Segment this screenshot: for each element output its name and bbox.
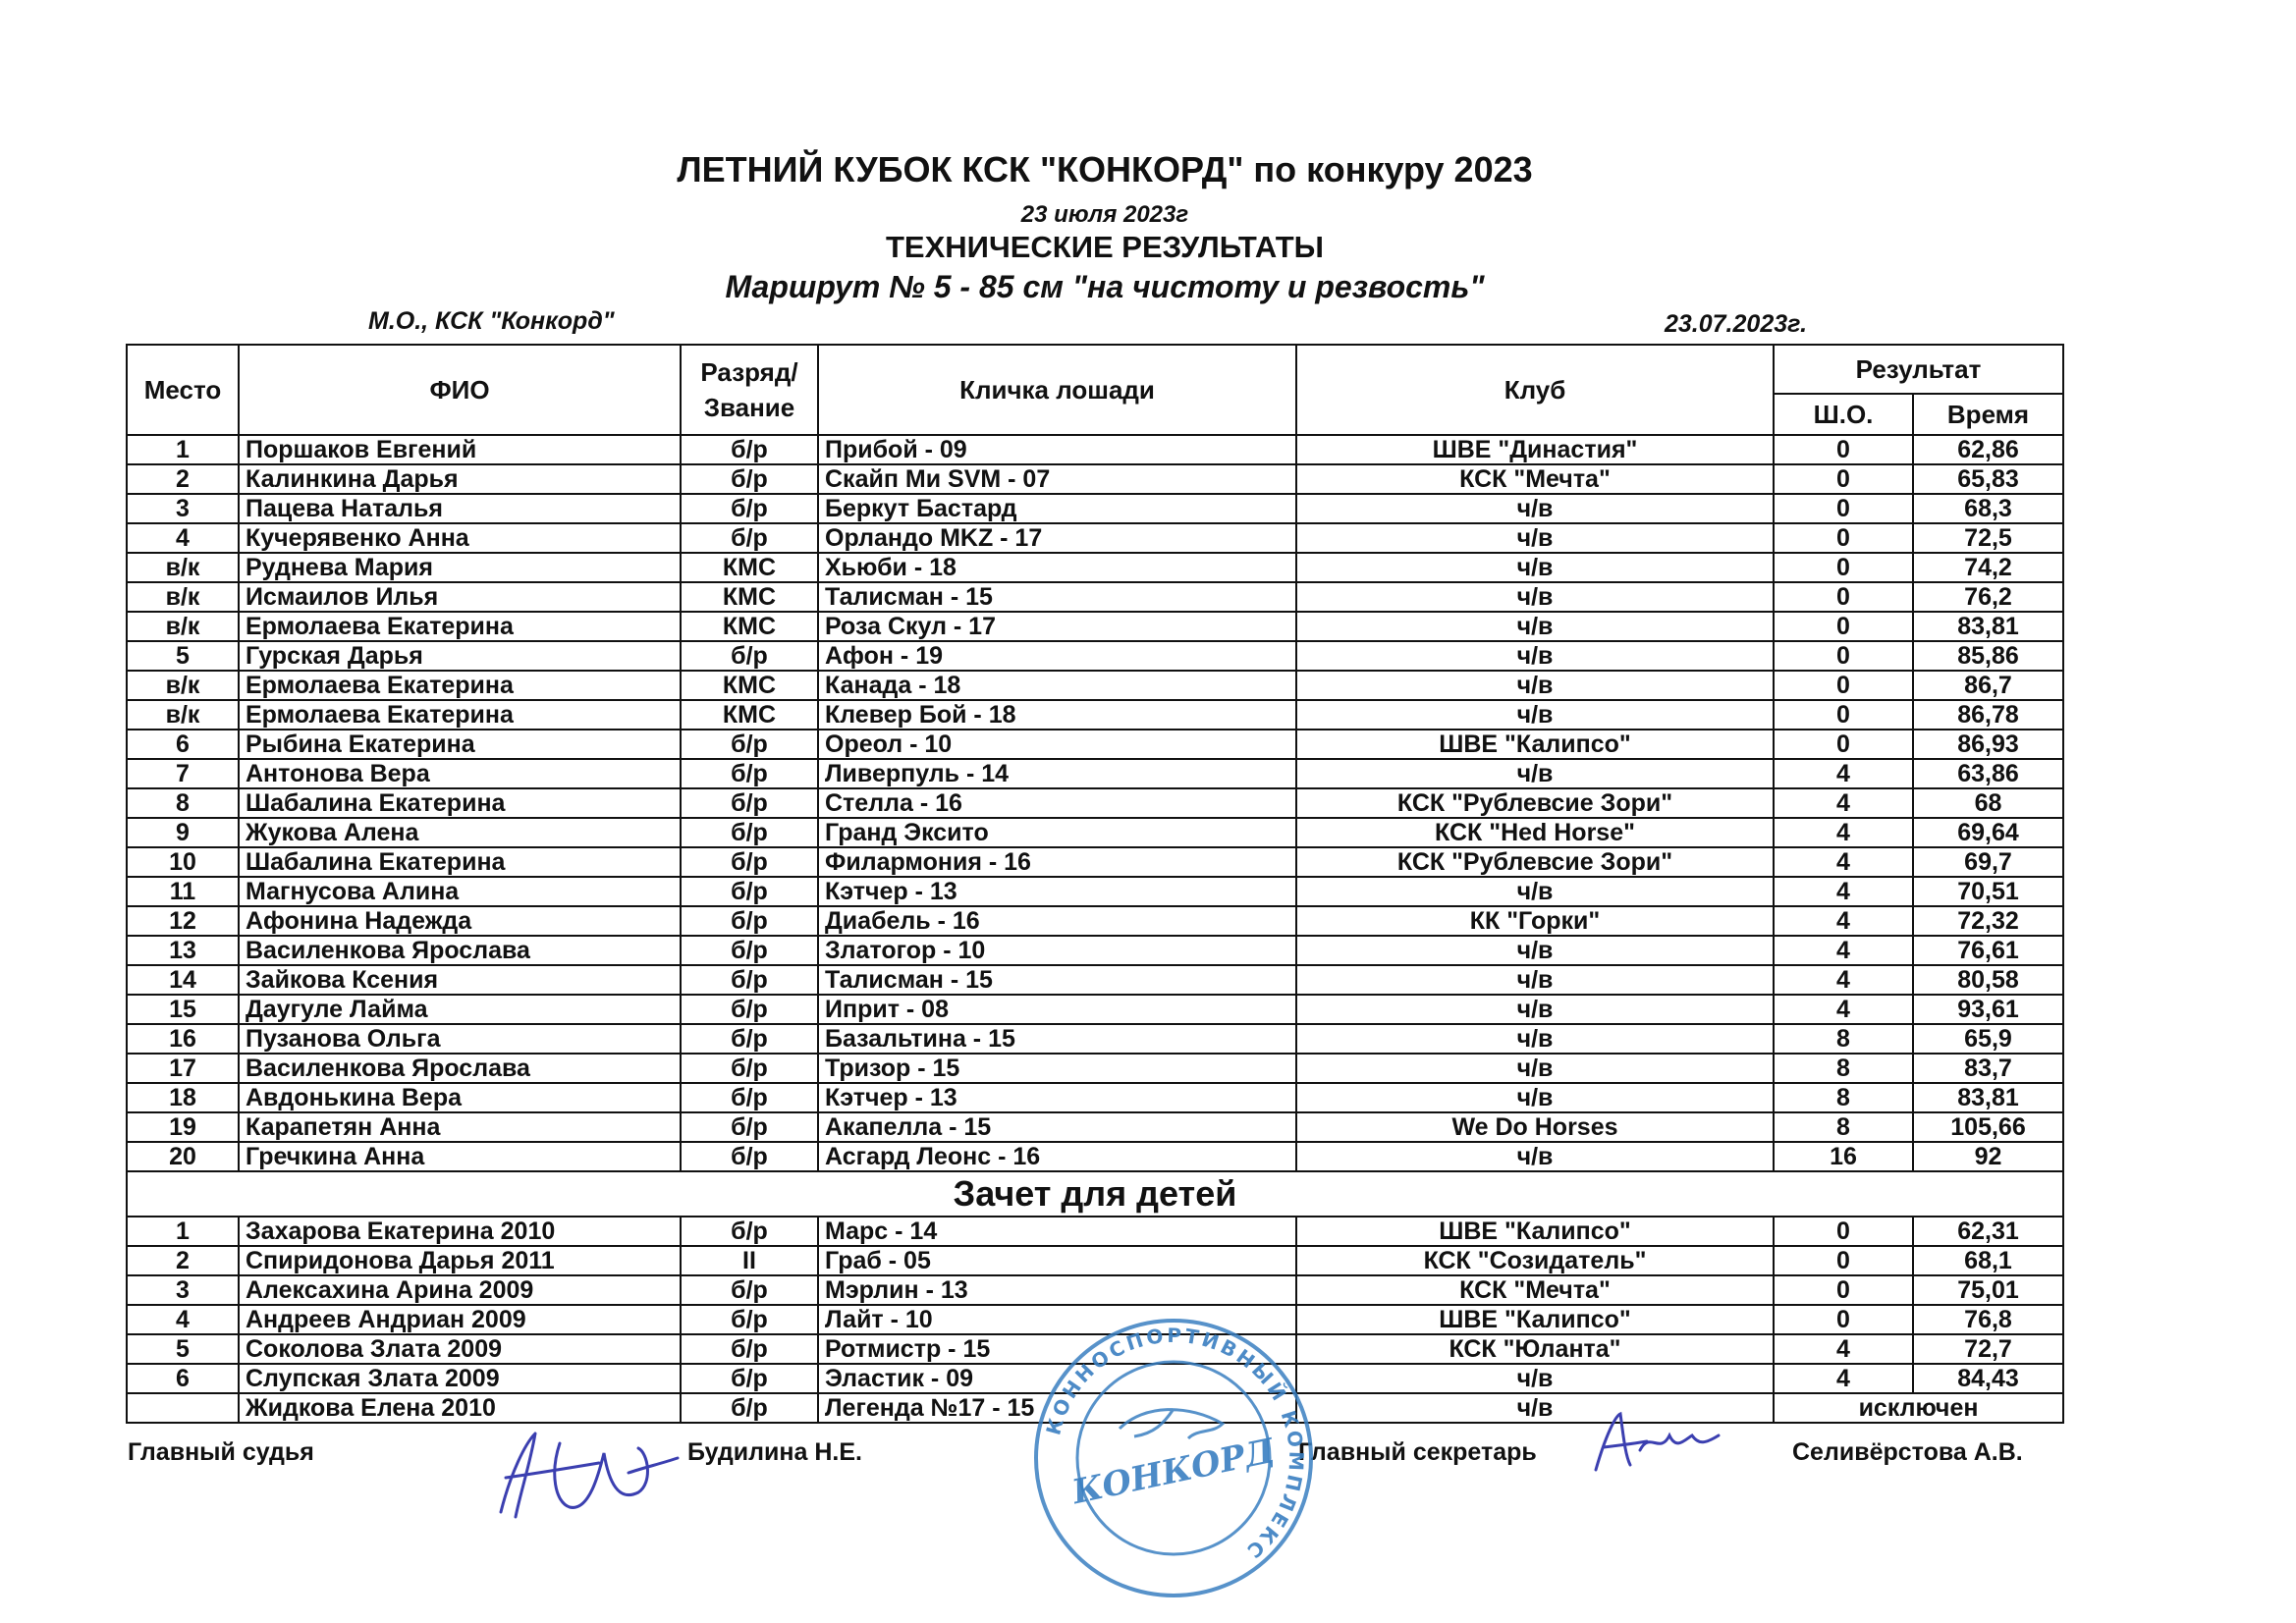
cell-place: 12 — [127, 906, 239, 936]
cell-club: ч/в — [1296, 553, 1774, 582]
secretary-signature — [1586, 1406, 1723, 1485]
cell-faults: 4 — [1774, 1364, 1913, 1393]
cell-faults: 0 — [1774, 523, 1913, 553]
cell-name: Кучерявенко Анна — [239, 523, 681, 553]
cell-time: 105,66 — [1913, 1112, 2063, 1142]
table-row — [127, 1083, 2063, 1112]
cell-time: 75,01 — [1913, 1275, 2063, 1305]
table-row — [127, 700, 2063, 730]
cell-rank: б/р — [681, 877, 818, 906]
cell-club: ч/в — [1296, 1024, 1774, 1054]
cell-place: 13 — [127, 936, 239, 965]
cell-horse: Кэтчер - 13 — [818, 1083, 1296, 1112]
cell-time: 83,7 — [1913, 1054, 2063, 1083]
table-row — [127, 553, 2063, 582]
cell-horse: Златогор - 10 — [818, 936, 1296, 965]
cell-faults: 0 — [1774, 641, 1913, 671]
cell-time: 72,32 — [1913, 906, 2063, 936]
cell-rank: б/р — [681, 435, 818, 464]
cell-name: Рыбина Екатерина — [239, 730, 681, 759]
table-row — [127, 936, 2063, 965]
table-row — [127, 906, 2063, 936]
cell-name: Афонина Надежда — [239, 906, 681, 936]
cell-time: 80,58 — [1913, 965, 2063, 995]
column-header-place: Место — [127, 345, 239, 435]
cell-horse: Граб - 05 — [818, 1246, 1296, 1275]
cell-time: 72,7 — [1913, 1334, 2063, 1364]
cell-faults: 0 — [1774, 1246, 1913, 1275]
cell-club: ч/в — [1296, 1364, 1774, 1393]
cell-club: ч/в — [1296, 1142, 1774, 1171]
cell-place: 8 — [127, 788, 239, 818]
cell-name: Исмаилов Илья — [239, 582, 681, 612]
cell-time: 69,64 — [1913, 818, 2063, 847]
table-row — [127, 464, 2063, 494]
cell-club: ч/в — [1296, 494, 1774, 523]
table-row — [127, 435, 2063, 464]
cell-name: Василенкова Ярослава — [239, 936, 681, 965]
cell-time: 62,31 — [1913, 1217, 2063, 1246]
cell-name: Даугуле Лайма — [239, 995, 681, 1024]
cell-name: Зайкова Ксения — [239, 965, 681, 995]
cell-rank: КМС — [681, 700, 818, 730]
cell-horse: Легенда №17 - 15 — [818, 1393, 1296, 1423]
cell-place: 7 — [127, 759, 239, 788]
cell-place: 5 — [127, 1334, 239, 1364]
cell-club: ч/в — [1296, 523, 1774, 553]
cell-time: 86,93 — [1913, 730, 2063, 759]
cell-place: 3 — [127, 1275, 239, 1305]
cell-place: 1 — [127, 1217, 239, 1246]
document-subtitle: ТЕХНИЧЕСКИЕ РЕЗУЛЬТАТЫ — [885, 230, 1324, 264]
cell-name: Шабалина Екатерина — [239, 847, 681, 877]
cell-rank: б/р — [681, 523, 818, 553]
kids-section-title: Зачет для детей — [127, 1171, 2063, 1217]
cell-name: Слупская Злата 2009 — [239, 1364, 681, 1393]
cell-place: в/к — [127, 582, 239, 612]
cell-name: Гречкина Анна — [239, 1142, 681, 1171]
cell-place: 18 — [127, 1083, 239, 1112]
cell-time: 74,2 — [1913, 553, 2063, 582]
cell-rank: б/р — [681, 1142, 818, 1171]
cell-faults: 16 — [1774, 1142, 1913, 1171]
cell-time: 76,61 — [1913, 936, 2063, 965]
cell-name: Жидкова Елена 2010 — [239, 1393, 681, 1423]
cell-rank: б/р — [681, 1217, 818, 1246]
cell-place: 5 — [127, 641, 239, 671]
cell-name: Захарова Екатерина 2010 — [239, 1217, 681, 1246]
cell-faults: 4 — [1774, 995, 1913, 1024]
cell-horse: Кэтчер - 13 — [818, 877, 1296, 906]
cell-club: ч/в — [1296, 995, 1774, 1024]
table-row — [127, 641, 2063, 671]
cell-rank: КМС — [681, 612, 818, 641]
cell-rank: КМС — [681, 553, 818, 582]
cell-time: 85,86 — [1913, 641, 2063, 671]
cell-name: Пацева Наталья — [239, 494, 681, 523]
cell-place: 6 — [127, 730, 239, 759]
cell-rank: б/р — [681, 995, 818, 1024]
cell-faults: 4 — [1774, 906, 1913, 936]
cell-rank: б/р — [681, 1393, 818, 1423]
cell-name: Ермолаева Екатерина — [239, 671, 681, 700]
cell-club: КСК "Рублевсие Зори" — [1296, 788, 1774, 818]
cell-place: 14 — [127, 965, 239, 995]
cell-faults: 0 — [1774, 1305, 1913, 1334]
cell-place: 4 — [127, 1305, 239, 1334]
cell-club: ч/в — [1296, 965, 1774, 995]
cell-rank: б/р — [681, 936, 818, 965]
cell-name: Шабалина Екатерина — [239, 788, 681, 818]
table-row — [127, 1112, 2063, 1142]
cell-name: Антонова Вера — [239, 759, 681, 788]
cell-club: КСК "Мечта" — [1296, 1275, 1774, 1305]
cell-rank: б/р — [681, 1334, 818, 1364]
club-stamp — [1026, 1311, 1321, 1605]
judge-name: Будилина Н.Е. — [687, 1438, 862, 1466]
cell-faults: 4 — [1774, 1334, 1913, 1364]
cell-horse: Мэрлин - 13 — [818, 1275, 1296, 1305]
cell-place: 11 — [127, 877, 239, 906]
cell-place: 20 — [127, 1142, 239, 1171]
cell-horse: Ротмистр - 15 — [818, 1334, 1296, 1364]
cell-club: КСК "Мечта" — [1296, 464, 1774, 494]
table-row — [127, 1246, 2063, 1275]
cell-horse: Иприт - 08 — [818, 995, 1296, 1024]
cell-time: 76,8 — [1913, 1305, 2063, 1334]
cell-rank: КМС — [681, 582, 818, 612]
cell-time: 65,83 — [1913, 464, 2063, 494]
cell-club: ч/в — [1296, 582, 1774, 612]
column-header-club: Клуб — [1296, 345, 1774, 435]
cell-name: Авдонькина Вера — [239, 1083, 681, 1112]
cell-horse: Лайт - 10 — [818, 1305, 1296, 1334]
table-row — [127, 1275, 2063, 1305]
cell-club: We Do Horses — [1296, 1112, 1774, 1142]
cell-horse: Гранд Эксито — [818, 818, 1296, 847]
cell-club: ч/в — [1296, 936, 1774, 965]
cell-place: 10 — [127, 847, 239, 877]
cell-rank: б/р — [681, 818, 818, 847]
cell-horse: Клевер Бой - 18 — [818, 700, 1296, 730]
cell-rank: б/р — [681, 494, 818, 523]
cell-faults: 0 — [1774, 464, 1913, 494]
cell-faults: 4 — [1774, 788, 1913, 818]
cell-place: 2 — [127, 464, 239, 494]
cell-rank: б/р — [681, 847, 818, 877]
table-row — [127, 818, 2063, 847]
cell-club: ч/в — [1296, 1083, 1774, 1112]
cell-place: 17 — [127, 1054, 239, 1083]
cell-name: Василенкова Ярослава — [239, 1054, 681, 1083]
cell-faults: 8 — [1774, 1024, 1913, 1054]
cell-rank: б/р — [681, 641, 818, 671]
cell-place: 1 — [127, 435, 239, 464]
table-row — [127, 494, 2063, 523]
cell-rank: б/р — [681, 1112, 818, 1142]
column-header-name: ФИО — [239, 345, 681, 435]
cell-rank: КМС — [681, 671, 818, 700]
cell-rank: б/р — [681, 1083, 818, 1112]
cell-rank: б/р — [681, 759, 818, 788]
cell-faults: 0 — [1774, 582, 1913, 612]
kids-section — [127, 1171, 2063, 1217]
cell-place: 6 — [127, 1364, 239, 1393]
cell-horse: Талисман - 15 — [818, 582, 1296, 612]
cell-name: Карапетян Анна — [239, 1112, 681, 1142]
event-date: 23 июля 2023г — [1020, 201, 1189, 228]
cell-time: 70,51 — [1913, 877, 2063, 906]
cell-club: ч/в — [1296, 1393, 1774, 1423]
table-row — [127, 1054, 2063, 1083]
table-row — [127, 671, 2063, 700]
cell-rank: б/р — [681, 1275, 818, 1305]
cell-result-status: исключен — [1774, 1393, 2063, 1423]
cell-horse: Талисман - 15 — [818, 965, 1296, 995]
cell-time: 76,2 — [1913, 582, 2063, 612]
cell-horse: Акапелла - 15 — [818, 1112, 1296, 1142]
cell-place: в/к — [127, 553, 239, 582]
table-row — [127, 877, 2063, 906]
cell-name: Руднева Мария — [239, 553, 681, 582]
cell-name: Андреев Андриан 2009 — [239, 1305, 681, 1334]
cell-rank: б/р — [681, 1364, 818, 1393]
table-row — [127, 995, 2063, 1024]
cell-horse: Ореол - 10 — [818, 730, 1296, 759]
cell-time: 68,3 — [1913, 494, 2063, 523]
table-row — [127, 582, 2063, 612]
cell-club: ч/в — [1296, 700, 1774, 730]
column-header-time: Время — [1913, 394, 2063, 435]
table-row — [127, 788, 2063, 818]
document-date: 23.07.2023г. — [1665, 310, 1808, 338]
cell-faults: 4 — [1774, 936, 1913, 965]
cell-time: 63,86 — [1913, 759, 2063, 788]
cell-place: 3 — [127, 494, 239, 523]
cell-place: 2 — [127, 1246, 239, 1275]
cell-name: Пузанова Ольга — [239, 1024, 681, 1054]
cell-horse: Ливерпуль - 14 — [818, 759, 1296, 788]
cell-horse: Марс - 14 — [818, 1217, 1296, 1246]
main-results-body — [127, 435, 2063, 1171]
cell-place: 16 — [127, 1024, 239, 1054]
cell-time: 68 — [1913, 788, 2063, 818]
cell-horse: Базальтина - 15 — [818, 1024, 1296, 1054]
cell-club: ШВЕ "Калипсо" — [1296, 1217, 1774, 1246]
cell-rank: б/р — [681, 788, 818, 818]
cell-name: Соколова Злата 2009 — [239, 1334, 681, 1364]
cell-faults: 4 — [1774, 965, 1913, 995]
cell-club: КСК "Hed Horse" — [1296, 818, 1774, 847]
document-title: ЛЕТНИЙ КУБОК КСК "КОНКОРД" по конкуру 2023 — [677, 149, 1533, 189]
cell-club: ч/в — [1296, 612, 1774, 641]
cell-club: ч/в — [1296, 759, 1774, 788]
cell-rank: б/р — [681, 730, 818, 759]
cell-faults: 0 — [1774, 435, 1913, 464]
cell-faults: 0 — [1774, 700, 1913, 730]
table-row — [127, 759, 2063, 788]
cell-horse: Асгард Леонс - 16 — [818, 1142, 1296, 1171]
cell-rank: б/р — [681, 965, 818, 995]
cell-horse: Хьюби - 18 — [818, 553, 1296, 582]
table-row — [127, 612, 2063, 641]
cell-place: в/к — [127, 671, 239, 700]
venue-location: М.О., КСК "Конкорд" — [368, 307, 615, 335]
stamp-outer-text: КОННОСПОРТИВНЫЙ КОМПЛЕКС — [1041, 1323, 1309, 1565]
column-header-faults: Ш.О. — [1774, 394, 1913, 435]
cell-time: 65,9 — [1913, 1024, 2063, 1054]
cell-club: ШВЕ "Калипсо" — [1296, 1305, 1774, 1334]
cell-faults: 0 — [1774, 612, 1913, 641]
column-header-horse: Кличка лошади — [818, 345, 1296, 435]
cell-club: ШВЕ "Калипсо" — [1296, 730, 1774, 759]
cell-club: ч/в — [1296, 641, 1774, 671]
cell-faults: 8 — [1774, 1112, 1913, 1142]
cell-faults: 0 — [1774, 671, 1913, 700]
judge-signature — [481, 1414, 687, 1532]
cell-rank: б/р — [681, 1305, 818, 1334]
cell-faults: 0 — [1774, 1217, 1913, 1246]
cell-name: Ермолаева Екатерина — [239, 700, 681, 730]
cell-name: Гурская Дарья — [239, 641, 681, 671]
cell-place — [127, 1393, 239, 1423]
cell-place: 4 — [127, 523, 239, 553]
secretary-label: Главный секретарь — [1298, 1438, 1537, 1466]
cell-horse: Стелла - 16 — [818, 788, 1296, 818]
cell-rank: б/р — [681, 464, 818, 494]
cell-name: Жукова Алена — [239, 818, 681, 847]
cell-place: 15 — [127, 995, 239, 1024]
cell-time: 83,81 — [1913, 612, 2063, 641]
cell-name: Калинкина Дарья — [239, 464, 681, 494]
cell-faults: 4 — [1774, 818, 1913, 847]
cell-time: 86,78 — [1913, 700, 2063, 730]
cell-time: 84,43 — [1913, 1364, 2063, 1393]
cell-faults: 4 — [1774, 877, 1913, 906]
cell-horse: Орландо MKZ - 17 — [818, 523, 1296, 553]
column-header-result: Результат — [1774, 345, 2063, 394]
cell-horse: Беркут Бастард — [818, 494, 1296, 523]
cell-faults: 8 — [1774, 1054, 1913, 1083]
cell-horse: Филармония - 16 — [818, 847, 1296, 877]
table-row — [127, 1217, 2063, 1246]
cell-club: КСК "Юланта" — [1296, 1334, 1774, 1364]
table-row — [127, 1024, 2063, 1054]
cell-horse: Скайп Ми SVM - 07 — [818, 464, 1296, 494]
cell-time: 69,7 — [1913, 847, 2063, 877]
cell-name: Магнусова Алина — [239, 877, 681, 906]
cell-time: 72,5 — [1913, 523, 2063, 553]
cell-rank: б/р — [681, 1054, 818, 1083]
cell-faults: 0 — [1774, 1275, 1913, 1305]
cell-name: Алексахина Арина 2009 — [239, 1275, 681, 1305]
cell-club: КСК "Рублевсие Зори" — [1296, 847, 1774, 877]
cell-time: 68,1 — [1913, 1246, 2063, 1275]
cell-faults: 8 — [1774, 1083, 1913, 1112]
cell-time: 93,61 — [1913, 995, 2063, 1024]
cell-horse: Афон - 19 — [818, 641, 1296, 671]
cell-horse: Тризор - 15 — [818, 1054, 1296, 1083]
table-row — [127, 730, 2063, 759]
column-header-rank: Разряд/ Звание — [681, 345, 818, 435]
cell-club: КК "Горки" — [1296, 906, 1774, 936]
secretary-name: Селивёрстова А.В. — [1792, 1438, 2023, 1466]
cell-rank: II — [681, 1246, 818, 1275]
cell-club: ч/в — [1296, 877, 1774, 906]
table-row — [127, 523, 2063, 553]
cell-place: 9 — [127, 818, 239, 847]
judge-label: Главный судья — [128, 1438, 314, 1466]
cell-rank: б/р — [681, 1024, 818, 1054]
cell-faults: 4 — [1774, 847, 1913, 877]
cell-club: ч/в — [1296, 1054, 1774, 1083]
cell-name: Ермолаева Екатерина — [239, 612, 681, 641]
cell-faults: 0 — [1774, 553, 1913, 582]
cell-horse: Эластик - 09 — [818, 1364, 1296, 1393]
results-table — [126, 344, 2064, 1424]
table-row — [127, 847, 2063, 877]
cell-place: в/к — [127, 700, 239, 730]
cell-faults: 0 — [1774, 494, 1913, 523]
table-row — [127, 1142, 2063, 1171]
cell-time: 86,7 — [1913, 671, 2063, 700]
cell-faults: 0 — [1774, 730, 1913, 759]
cell-place: в/к — [127, 612, 239, 641]
cell-club: ч/в — [1296, 671, 1774, 700]
cell-horse: Роза Скул - 17 — [818, 612, 1296, 641]
cell-time: 62,86 — [1913, 435, 2063, 464]
cell-club: ШВЕ "Династия" — [1296, 435, 1774, 464]
cell-name: Поршаков Евгений — [239, 435, 681, 464]
cell-place: 19 — [127, 1112, 239, 1142]
cell-horse: Канада - 18 — [818, 671, 1296, 700]
route-title: Маршрут № 5 - 85 см "на чистоту и резвость" — [725, 269, 1485, 304]
table-row — [127, 965, 2063, 995]
stamp-center-text: КОНКОРД — [1068, 1431, 1279, 1513]
cell-rank: б/р — [681, 906, 818, 936]
cell-time: 92 — [1913, 1142, 2063, 1171]
cell-time: 83,81 — [1913, 1083, 2063, 1112]
cell-faults: 4 — [1774, 759, 1913, 788]
cell-horse: Диабель - 16 — [818, 906, 1296, 936]
cell-horse: Прибой - 09 — [818, 435, 1296, 464]
cell-name: Спиридонова Дарья 2011 — [239, 1246, 681, 1275]
cell-club: КСК "Созидатель" — [1296, 1246, 1774, 1275]
